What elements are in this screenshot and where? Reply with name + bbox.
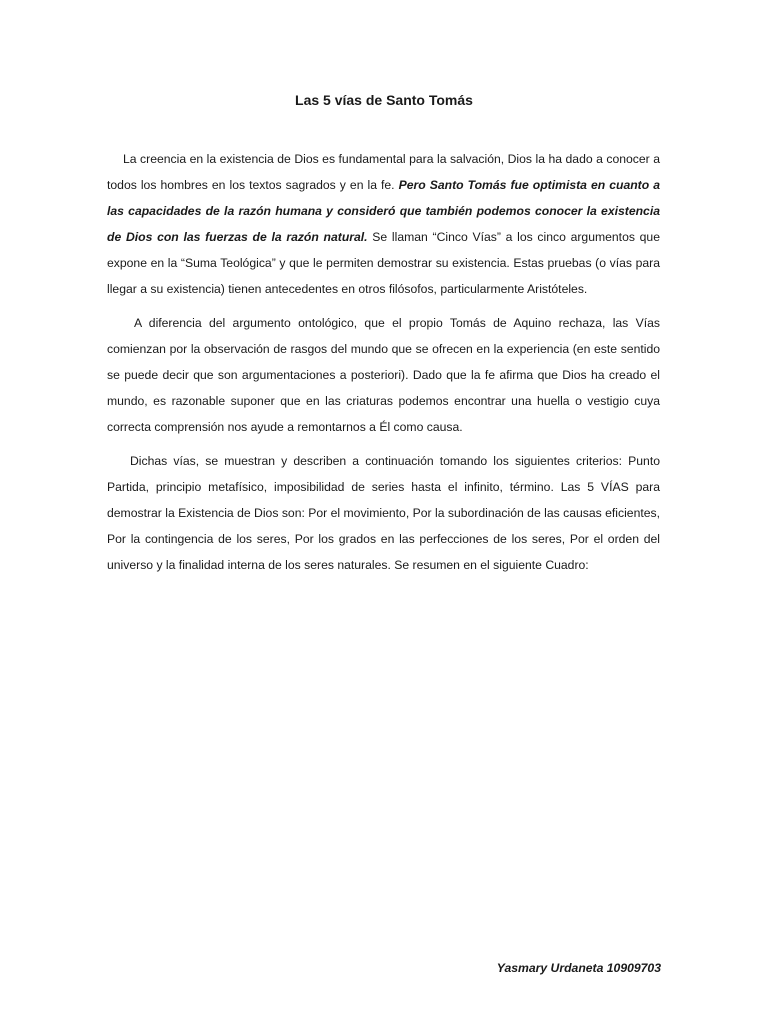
paragraph-1-text-b: Se llaman “Cinco Vías” a los cinco argumentos que expone en la “Suma Teológica” y que le permiten demostrar su existencia. Estas pruebas (o vías para llegar a su existencia) tienen antecedentes en otros filósofos, particularmente Aristóteles. — [107, 230, 660, 296]
paragraph-1 — [107, 146, 660, 302]
author-signature: Yasmary Urdaneta 10909703 — [496, 961, 661, 975]
paragraph-1-emphasis: Pero Santo Tomás fue optimista en cuanto a las capacidades de la razón humana y consideró que también podemos conocer la existencia de Dios con las fuerzas de la razón natural. — [107, 178, 660, 244]
paragraph-2: A diferencia del argumento ontológico, que el propio Tomás de Aquino rechaza, las Vías comienzan por la observación de rasgos del mundo que se ofrecen en la experiencia (en este sentido se puede decir que son argumentaciones a posteriori). Dado que la fe afirma que Dios ha creado el mundo, es razonable suponer que en las criaturas podemos encontrar una huella o vestigio cuya correcta comprensión nos ayude a remontarnos a Él como causa. — [107, 316, 660, 434]
paragraph-3: Dichas vías, se muestran y describen a continuación tomando los siguientes criterios: Punto Partida, principio metafísico, imposibilidad de series hasta el infinito, término. Las 5 VÍAS para demostrar la Existencia de Dios son: Por el movimiento, Por la subordinación de las causas eficientes, Por la contingencia de los seres, Por los grados en las perfecciones de los seres, Por el orden del universo y la finalidad interna de los seres naturales. Se resumen en el siguiente Cuadro: — [107, 454, 660, 572]
document-title: Las 5 vías de Santo Tomás — [295, 92, 473, 108]
document-body — [107, 146, 660, 586]
paragraph-1-text-a: La creencia en la existencia de Dios es fundamental para la salvación, Dios la ha dado a conocer a todos los hombres en los textos sagrados y en la fe. — [107, 152, 660, 192]
